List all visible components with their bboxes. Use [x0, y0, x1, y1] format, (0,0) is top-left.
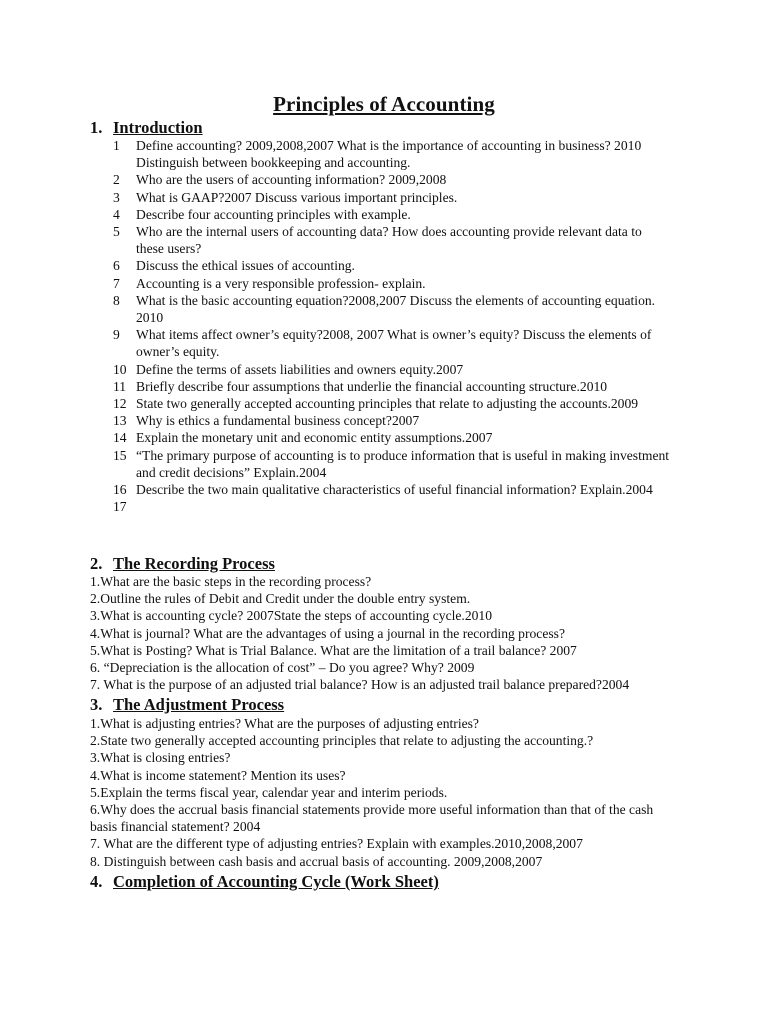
list-item: 7. What are the different type of adjusting entries? Explain with examples.2010,2008,2007	[90, 836, 583, 852]
list-item: 17	[113, 499, 127, 515]
section-number: 1.	[90, 118, 103, 137]
list-item: 7. What is the purpose of an adjusted trial balance? How is an adjusted trail balance prepared?2004	[90, 677, 630, 693]
list-item: 11 Briefly describe four assumptions that underlie the financial accounting structure.2010	[113, 378, 608, 394]
list-item: 1 Define accounting? 2009,2008,2007 What is the importance of accounting in business? 2010 Distinguish between bookkeeping and accounting.	[113, 138, 642, 171]
list-item: 4.What is income statement? Mention its uses?	[90, 767, 346, 783]
list-item: 6. “Depreciation is the allocation of cost” – Do you agree? Why? 2009	[90, 660, 475, 676]
list-item: 4.What is journal? What are the advantages of using a journal in the recording process?	[90, 625, 565, 641]
recording-process-question-list	[90, 573, 690, 693]
list-item: 2.State two generally accepted accounting principles that relate to adjusting the accounting.?	[90, 733, 594, 749]
list-item: 14 Explain the monetary unit and economic entity assumptions.2007	[113, 430, 493, 446]
list-item: 3.What is accounting cycle? 2007State the steps of accounting cycle.2010	[90, 608, 493, 624]
list-item: 3.What is closing entries?	[90, 750, 231, 766]
section-heading-adjustment-process	[90, 695, 284, 714]
section-number: 3.	[90, 695, 103, 714]
list-item: 1.What is adjusting entries? What are the purposes of adjusting entries?	[90, 716, 479, 731]
list-item: 1.What are the basic steps in the recording process?	[90, 574, 372, 589]
section-heading-introduction	[90, 118, 203, 137]
section-title: The Recording Process	[113, 554, 275, 573]
section-number: 4.	[90, 872, 103, 891]
list-item: 2 Who are the users of accounting information? 2009,2008	[113, 172, 447, 188]
section-title: Completion of Accounting Cycle (Work Sheet)	[113, 872, 439, 891]
list-item: 5.Explain the terms fiscal year, calendar year and interim periods.	[90, 784, 448, 800]
section-title: Introduction	[113, 118, 203, 137]
section-number: 2.	[90, 554, 103, 573]
list-item: 5 Who are the internal users of accounting data? How does accounting provide relevant data to these users?	[113, 224, 642, 257]
list-item: 12 State two generally accepted accounting principles that relate to adjusting the accounts.2009	[113, 396, 639, 412]
list-item: 5.What is Posting? What is Trial Balance. What are the limitation of a trail balance? 2007	[90, 642, 577, 658]
list-item: 4 Describe four accounting principles with example.	[113, 206, 411, 222]
section-heading-recording-process	[90, 554, 275, 573]
introduction-question-list	[113, 137, 673, 515]
list-item: 6.Why does the accrual basis financial statements provide more useful information than that of the cash basis financial statement? 2004	[90, 802, 654, 835]
document-title: Principles of Accounting	[273, 92, 495, 116]
list-item: 7 Accounting is a very responsible profession- explain.	[113, 275, 426, 291]
list-item: 6 Discuss the ethical issues of accounting.	[113, 258, 355, 274]
section-heading-completion-of-accounting-cycle	[90, 872, 439, 891]
list-item: 13 Why is ethics a fundamental business concept?2007	[113, 413, 420, 429]
list-item: 15 “The primary purpose of accounting is to produce information that is useful in making investment and credit decisions” Explain.2004	[113, 447, 670, 480]
list-item: 3 What is GAAP?2007 Discuss various important principles.	[113, 189, 458, 205]
adjustment-process-question-list	[90, 715, 690, 870]
list-item: 16 Describe the two main qualitative characteristics of useful financial information? Explain.2004	[113, 482, 653, 498]
list-item: 10 Define the terms of assets liabilities and owners equity.2007	[113, 361, 464, 377]
list-item: 8. Distinguish between cash basis and accrual basis of accounting. 2009,2008,2007	[90, 853, 543, 869]
list-item: 8 What is the basic accounting equation?2008,2007 Discuss the elements of accounting equation. 2010	[113, 292, 656, 326]
list-item: 2.Outline the rules of Debit and Credit under the double entry system.	[90, 591, 471, 607]
section-title: The Adjustment Process	[113, 695, 285, 714]
list-item: 9 What items affect owner’s equity?2008, 2007 What is owner’s equity? Discuss the elements of owner’s equity.	[113, 327, 652, 360]
